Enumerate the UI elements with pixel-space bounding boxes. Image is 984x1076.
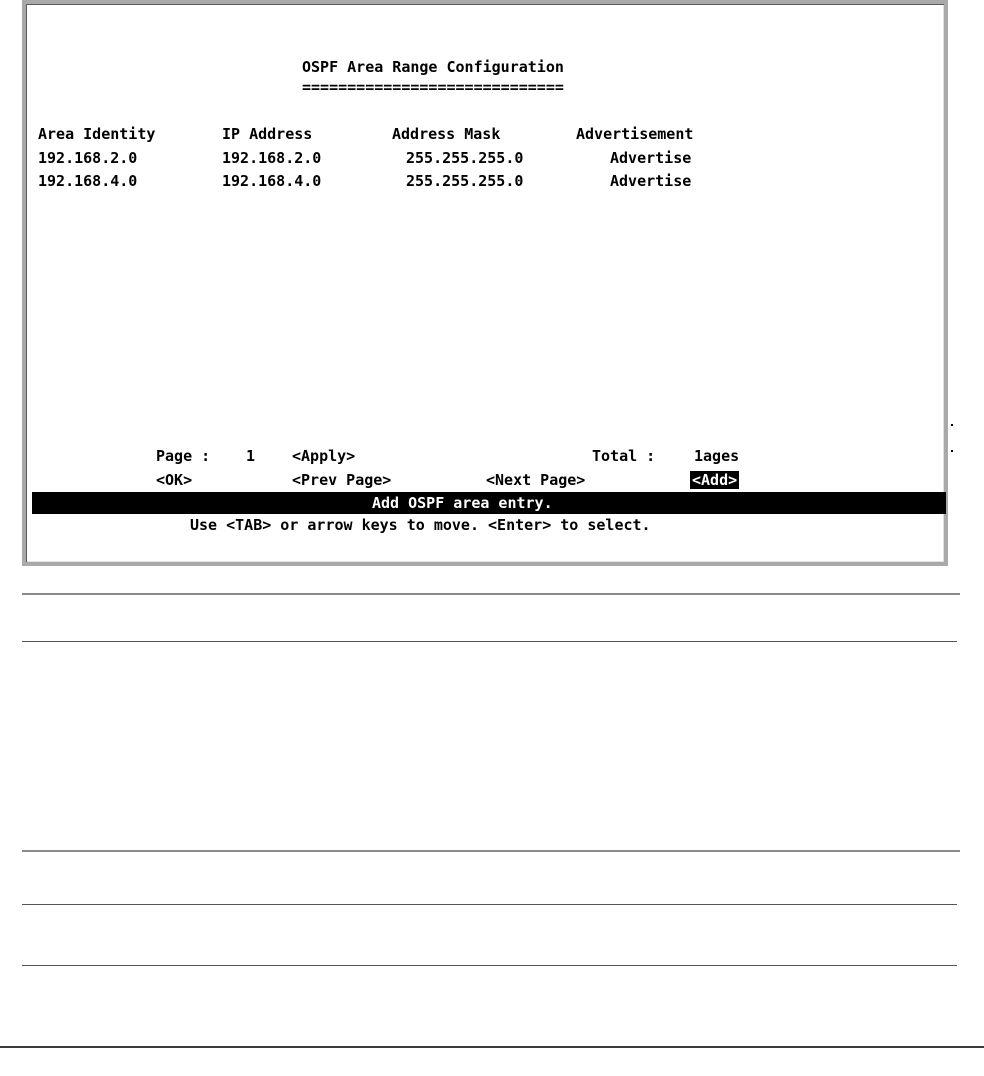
- table-cell[interactable]: 192.168.2.0: [38, 149, 138, 167]
- divider: [22, 850, 960, 852]
- status-bar: [32, 492, 946, 514]
- column-header-area-identity: Area Identity: [38, 125, 156, 143]
- total-label: Total :: [592, 447, 656, 465]
- divider: [22, 593, 960, 595]
- add-button[interactable]: <Add>: [692, 471, 738, 489]
- table-cell: 192.168.4.0: [222, 172, 322, 190]
- edge-marker: [951, 424, 953, 426]
- table-cell: 192.168.2.0: [222, 149, 322, 167]
- table-cell[interactable]: 192.168.4.0: [38, 172, 138, 190]
- divider: [22, 965, 957, 966]
- terminal-window: [22, 0, 948, 566]
- status-message: Add OSPF area entry.: [372, 494, 553, 512]
- page-number: 1: [246, 447, 256, 465]
- next-page-button[interactable]: <Next Page>: [486, 471, 586, 489]
- help-text: Use <TAB> or arrow keys to move. <Enter> to select.: [190, 516, 651, 534]
- divider: [22, 641, 957, 642]
- table-cell: Advertise: [610, 172, 692, 190]
- total-value: 1ages: [694, 447, 740, 465]
- prev-page-button[interactable]: <Prev Page>: [292, 471, 392, 489]
- edge-marker: [951, 450, 953, 452]
- screen-title: OSPF Area Range Configuration: [302, 58, 564, 76]
- column-header-advertisement: Advertisement: [576, 125, 694, 143]
- apply-button[interactable]: <Apply>: [292, 447, 356, 465]
- column-header-address-mask: Address Mask: [392, 125, 501, 143]
- table-cell: 255.255.255.0: [406, 172, 524, 190]
- page-label: Page :: [156, 447, 211, 465]
- ok-button[interactable]: <OK>: [156, 471, 193, 489]
- table-cell: Advertise: [610, 149, 692, 167]
- column-header-ip-address: IP Address: [222, 125, 313, 143]
- table-cell: 255.255.255.0: [406, 149, 524, 167]
- divider: [22, 904, 957, 905]
- page-bottom-rule: [0, 1046, 984, 1048]
- title-underline: =============================: [302, 78, 564, 96]
